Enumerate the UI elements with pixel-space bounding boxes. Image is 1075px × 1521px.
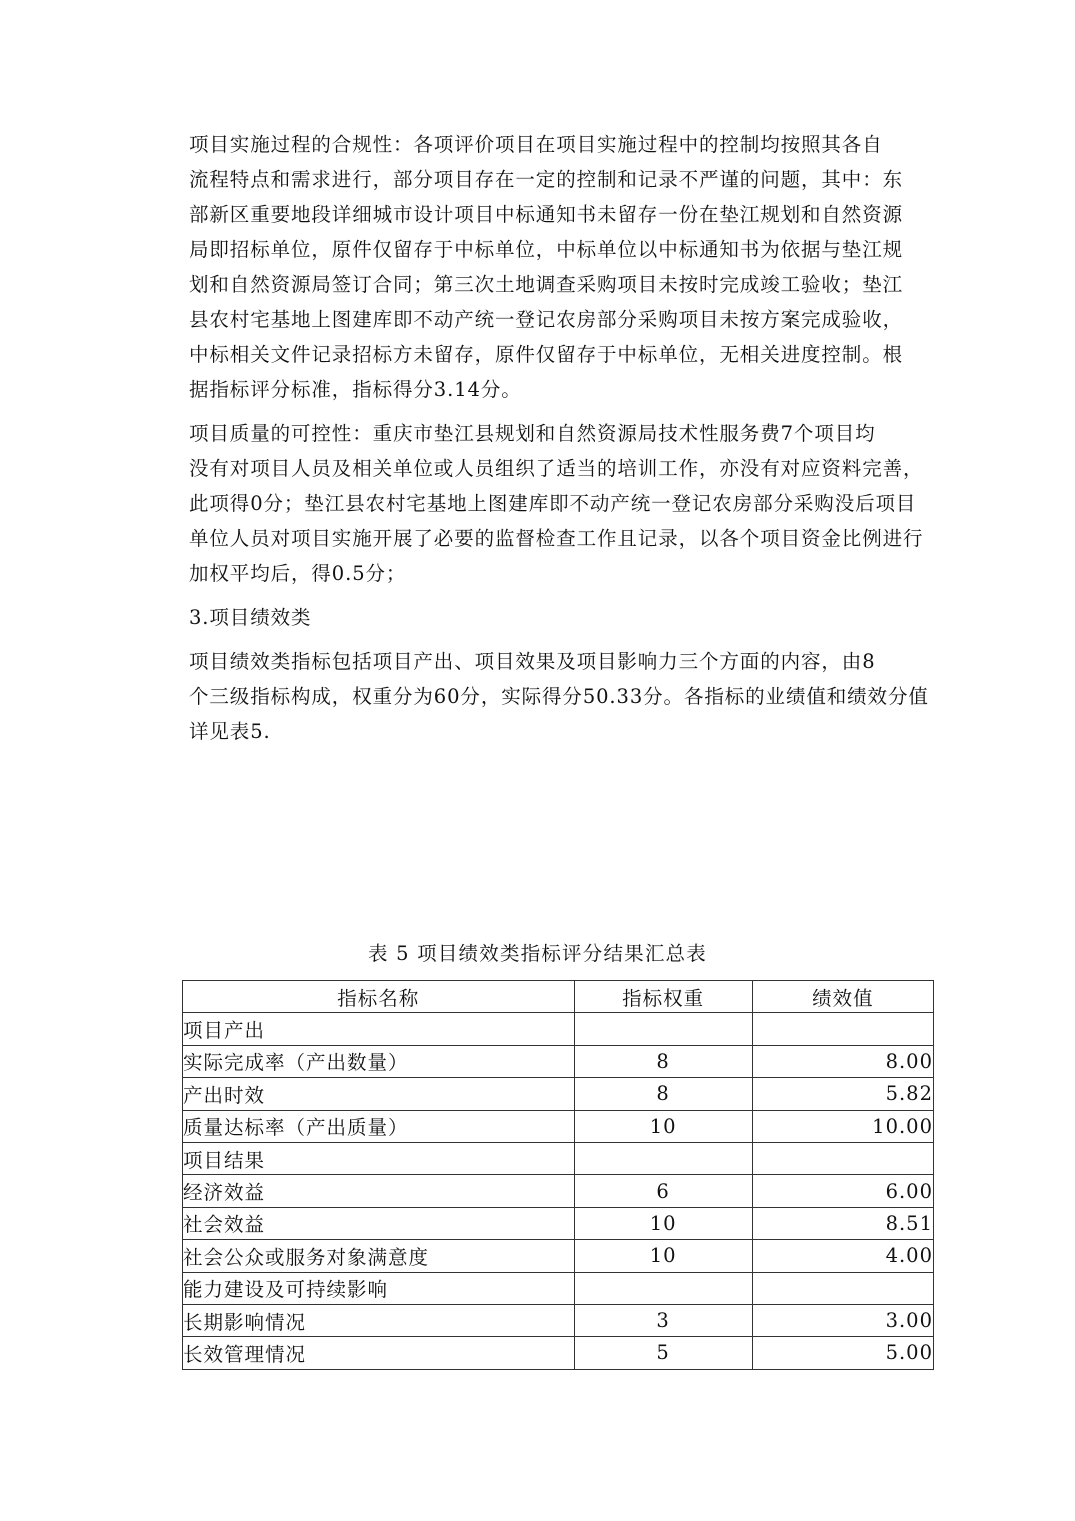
text-line: 局即招标单位，原件仅留存于中标单位，中标单位以中标通知书为依据与垫江规: [189, 238, 904, 261]
table-row: [183, 1175, 934, 1207]
row-weight: 3: [574, 1304, 752, 1336]
text-line: 单位人员对项目实施开展了必要的监督检查工作且记录，以各个项目资金比例进行: [189, 527, 924, 550]
paragraph-compliance: [145, 127, 930, 407]
row-value: 4.00: [752, 1240, 933, 1272]
text-line: 加权平均后，得0.5分；: [189, 562, 407, 585]
row-name: 长效管理情况: [183, 1337, 575, 1369]
header-indicator-weight: 指标权重: [574, 981, 752, 1013]
table-row-category: [183, 1272, 934, 1304]
row-value: 5.00: [752, 1337, 933, 1369]
table-header-row: [183, 981, 934, 1013]
row-name: 项目产出: [183, 1013, 575, 1045]
row-value: 6.00: [752, 1175, 933, 1207]
row-weight: 10: [574, 1207, 752, 1239]
row-weight: 10: [574, 1240, 752, 1272]
table-row: [183, 1304, 934, 1336]
row-value: [752, 1142, 933, 1174]
text-line: 没有对项目人员及相关单位或人员组织了适当的培训工作，亦没有对应资料完善，: [189, 457, 924, 480]
text-line: 流程特点和需求进行，部分项目存在一定的控制和记录不严谨的问题，其中：东: [189, 168, 904, 191]
row-name: 长期影响情况: [183, 1304, 575, 1336]
section-heading-text: 3.项目绩效类: [189, 606, 312, 629]
text-line: 划和自然资源局签订合同；第三次土地调查采购项目未按时完成竣工验收；垫江: [189, 273, 904, 296]
text-line: 中标相关文件记录招标方未留存，原件仅留存于中标单位，无相关进度控制。根: [189, 343, 904, 366]
row-weight: 10: [574, 1110, 752, 1142]
row-weight: [574, 1142, 752, 1174]
row-weight: 5: [574, 1337, 752, 1369]
row-name: 项目结果: [183, 1142, 575, 1174]
row-name: 经济效益: [183, 1175, 575, 1207]
paragraph-performance: [145, 644, 930, 749]
text-line: 项目实施过程的合规性：各项评价项目在项目实施过程中的控制均按照其各自: [189, 133, 883, 156]
row-value: 3.00: [752, 1304, 933, 1336]
header-indicator-name: 指标名称: [183, 981, 575, 1013]
table-row-category: [183, 1142, 934, 1174]
row-value: 5.82: [752, 1078, 933, 1110]
paragraph-quality: [145, 416, 930, 591]
text-line: 项目质量的可控性：重庆市垫江县规划和自然资源局技术性服务费7个项目均: [189, 422, 876, 445]
table-row: [183, 1110, 934, 1142]
row-name: 社会公众或服务对象满意度: [183, 1240, 575, 1272]
text-line: 县农村宅基地上图建库即不动产统一登记农房部分采购项目未按方案完成验收，: [189, 308, 904, 331]
text-line: 据指标评分标准，指标得分3.14分。: [189, 378, 522, 401]
row-weight: 6: [574, 1175, 752, 1207]
row-value: 8.00: [752, 1045, 933, 1077]
text-line: 个三级指标构成，权重分为60分，实际得分50.33分。各指标的业绩值和绩效分值: [189, 685, 929, 708]
table-row: [183, 1078, 934, 1110]
table-row-category: [183, 1013, 934, 1045]
table-row: [183, 1045, 934, 1077]
row-name: 能力建设及可持续影响: [183, 1272, 575, 1304]
row-weight: 8: [574, 1045, 752, 1077]
row-name: 质量达标率（产出质量）: [183, 1110, 575, 1142]
body-text: [145, 127, 930, 758]
row-weight: [574, 1013, 752, 1045]
text-line: 详见表5.: [189, 720, 271, 743]
header-performance-value: 绩效值: [752, 981, 933, 1013]
row-value: [752, 1272, 933, 1304]
row-value: 10.00: [752, 1110, 933, 1142]
row-weight: 8: [574, 1078, 752, 1110]
row-name: 产出时效: [183, 1078, 575, 1110]
row-name: 社会效益: [183, 1207, 575, 1239]
row-name: 实际完成率（产出数量）: [183, 1045, 575, 1077]
row-weight: [574, 1272, 752, 1304]
row-value: [752, 1013, 933, 1045]
table-row: [183, 1337, 934, 1369]
score-table: [182, 980, 934, 1370]
table-caption: 表 5 项目绩效类指标评分结果汇总表: [368, 942, 707, 965]
section-heading: [145, 600, 930, 635]
text-line: 项目绩效类指标包括项目产出、项目效果及项目影响力三个方面的内容，由8: [189, 650, 876, 673]
text-line: 此项得0分；垫江县农村宅基地上图建库即不动产统一登记农房部分采购没后项目: [189, 492, 917, 515]
row-value: 8.51: [752, 1207, 933, 1239]
text-line: 部新区重要地段详细城市设计项目中标通知书未留存一份在垫江规划和自然资源: [189, 203, 904, 226]
table-row: [183, 1240, 934, 1272]
table-row: [183, 1207, 934, 1239]
